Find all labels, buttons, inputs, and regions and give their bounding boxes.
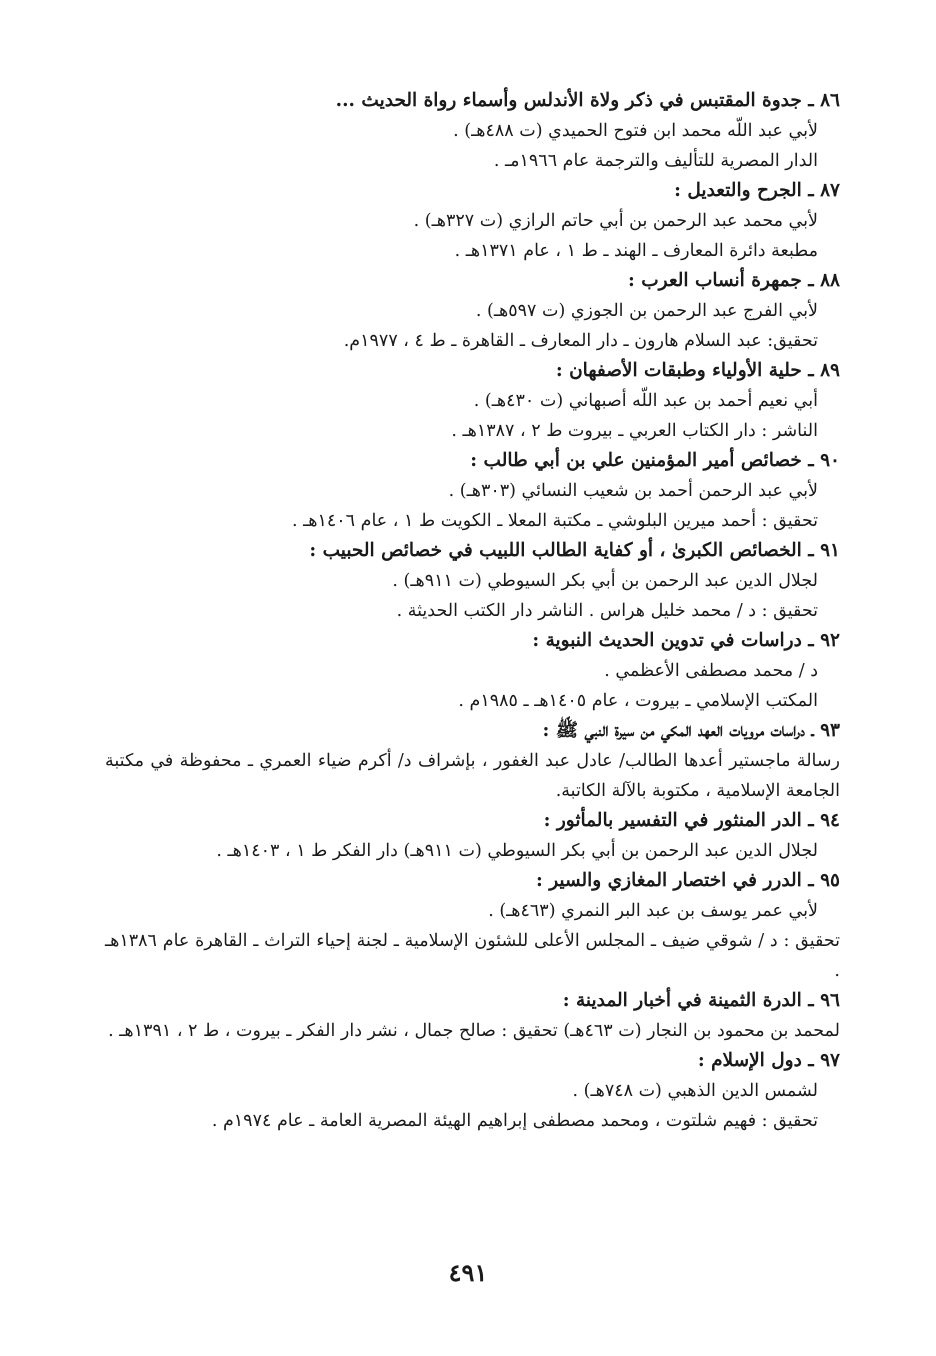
entry-detail-line: تحقيق : د / محمد خليل هراس . الناشر دار الكتب الحديثة . [396,601,818,621]
entry-title: ٩٦ ـ الدرة الثمينة في أخبار المدينة : [562,990,840,1011]
entry-title: ٩١ ـ الخصائص الكبرىٰ ، أو كفاية الطالب اللبيب في خصائص الحبيب : [309,540,840,561]
entry-detail-line: د / محمد مصطفى الأعظمي . [604,661,818,681]
entry-detail-line: لأبي عبد اللّه محمد ابن فتوح الحميدي (ت ٤٨٨هـ) . [453,121,818,141]
entry-detail-line: لأبي محمد عبد الرحمن بن أبي حاتم الرازي (ت ٣٢٧هـ) . [413,211,818,231]
entry-detail-line: لأبي عمر يوسف بن عبد البر النمري (٤٦٣هـ) . [488,901,818,921]
entry-detail-line: مطبعة دائرة المعارف ـ الهند ـ ط ١ ، عام ١٣٧١هـ . [454,241,818,261]
entry-title: ٨٦ ـ جدوة المقتبس في ذكر ولاة الأندلس وأسماء رواة الحديث ... [335,90,840,111]
bibliography-entry [105,266,840,356]
entry-detail-line: لجلال الدين عبد الرحمن بن أبي بكر السيوطي (ت ٩١١هـ) . [392,571,818,591]
entry-title: ٨٨ ـ جمهرة أنساب العرب : [627,270,840,291]
entry-detail-line: لأبي عبد الرحمن أحمد بن شعيب النسائي (٣٠٣هـ) . [448,481,818,501]
entry-detail-line: لأبي الفرج عبد الرحمن بن الجوزي (ت ٥٩٧هـ) . [475,301,818,321]
bibliography-entry [105,716,840,806]
entry-detail-line: تحقيق : أحمد ميرين البلوشي ـ مكتبة المعلا ـ الكويت ط ١ ، عام ١٤٠٦هـ . [291,511,818,531]
entry-title: ٨٧ ـ الجرح والتعديل : [674,180,840,201]
bibliography-entry [105,446,840,536]
entry-detail-paragraph: تحقيق : د / شوقي ضيف ـ المجلس الأعلى للشئون الإسلامية ـ لجنة إحياء التراث ـ القاهرة عام ١٣٨٦هـ . [105,931,840,981]
bibliography-entry [105,986,840,1046]
entry-detail-line: الدار المصرية للتأليف والترجمة عام ١٩٦٦مـ . [493,151,818,171]
entry-detail-line: الناشر : دار الكتاب العربي ـ بيروت ط ٢ ، ١٣٨٧هـ . [451,421,818,441]
bibliography-entry [105,626,840,716]
bibliography-entry [105,806,840,866]
entry-detail-paragraph: رسالة ماجستير أعدها الطالب/ عادل عبد الغفور ، بإشراف د/ أكرم ضياء العمري ـ محفوظة في مكتبة الجامعة الإسلامية ، مكتوبة بالآلة الكاتبة. [105,751,840,801]
entry-title: ٩٤ ـ الدر المنثور في التفسير بالمأثور : [543,810,840,831]
bibliography-entry [105,866,840,986]
entry-title: ٨٩ ـ حلية الأولياء وطبقات الأصفهان : [555,360,840,381]
bibliography-entry [105,176,840,266]
entry-detail-line: لشمس الدين الذهبي (ت ٧٤٨هـ) . [572,1081,818,1101]
bibliography-entry [105,536,840,626]
entry-detail-line: تحقيق: عبد السلام هارون ـ دار المعارف ـ القاهرة ـ ط ٤ ، ١٩٧٧م. [343,331,818,351]
entry-title: ٩٥ ـ الدرر في اختصار المغازي والسير : [535,870,840,891]
bibliography-entry [105,1046,840,1136]
entry-detail-paragraph: لمحمد بن محمود بن النجار (ت ٤٦٣هـ) تحقيق : صالح جمال ، نشر دار الفكر ـ بيروت ، ط ٢ ، ١٣٩١هـ . [108,1021,840,1041]
entry-detail-line: أبي نعيم أحمد بن عبد اللّه أصبهاني (ت ٤٣٠هـ) . [473,391,818,411]
entry-title: ٩٣ ـ دراسات مرويات العهد المكي من سيرة النبي ﷺ : [542,720,840,741]
entry-detail-line: المكتب الإسلامي ـ بيروت ، عام ١٤٠٥هـ ـ ١٩٨٥م . [458,691,818,711]
entry-title: ٩٢ ـ دراسات في تدوين الحديث النبوية : [532,630,840,651]
entry-detail-line: تحقيق : فهيم شلتوت ، ومحمد مصطفى إبراهيم الهيئة المصرية العامة ـ عام ١٩٧٤م . [211,1111,818,1131]
page-number: ٤٩١ [448,1258,488,1287]
bibliography-entry [105,356,840,446]
bibliography-entry [105,86,840,176]
entry-detail-line: لجلال الدين عبد الرحمن بن أبي بكر السيوطي (ت ٩١١هـ) دار الفكر ط ١ ، ١٤٠٣هـ . [216,841,818,861]
entry-title: ٩٠ ـ خصائص أمير المؤمنين علي بن أبي طالب : [470,450,840,471]
bibliography-list [105,86,840,1136]
entry-title: ٩٧ ـ دول الإسلام : [697,1050,840,1071]
